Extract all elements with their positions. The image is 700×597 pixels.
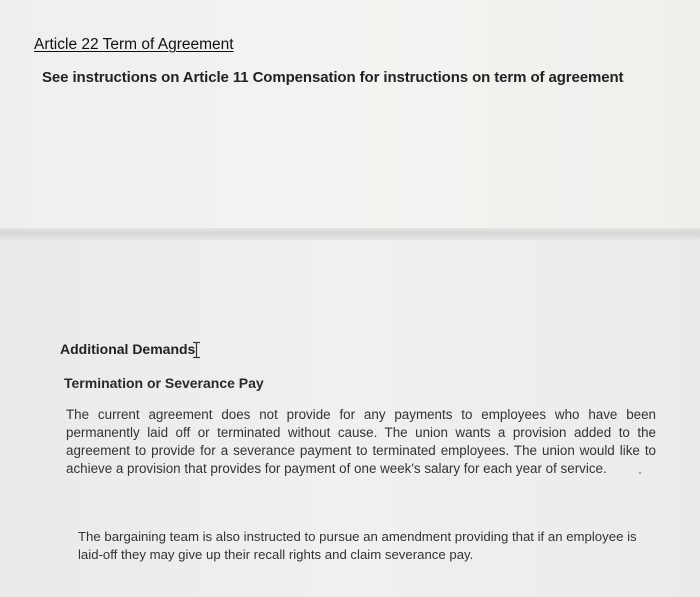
article-instruction: See instructions on Article 11 Compensation for instructions on term of agreement [42,69,624,86]
section-divider [0,228,700,240]
additional-demands-heading: Additional Demands [60,341,196,357]
text-cursor-icon [192,341,201,359]
severance-subheading: Termination or Severance Pay [64,375,264,391]
article-section [0,0,700,230]
recall-rights-paragraph: The bargaining team is also instructed to pursue an amendment providing that if an employee is laid-off they may give up their recall rights and claim severance pay. [78,529,637,562]
article-title: Article 22 Term of Agreement [34,36,234,53]
stray-mark [639,472,641,474]
severance-paragraph: The current agreement does not provide for any payments to employees who have been permanently laid off or terminated without cause. The union wants a provision added to the agreement to provide for a severance payment to terminated employees. The union would like to achieve a provision that provides for payment of one week's salary for each year of service. [66,407,656,476]
